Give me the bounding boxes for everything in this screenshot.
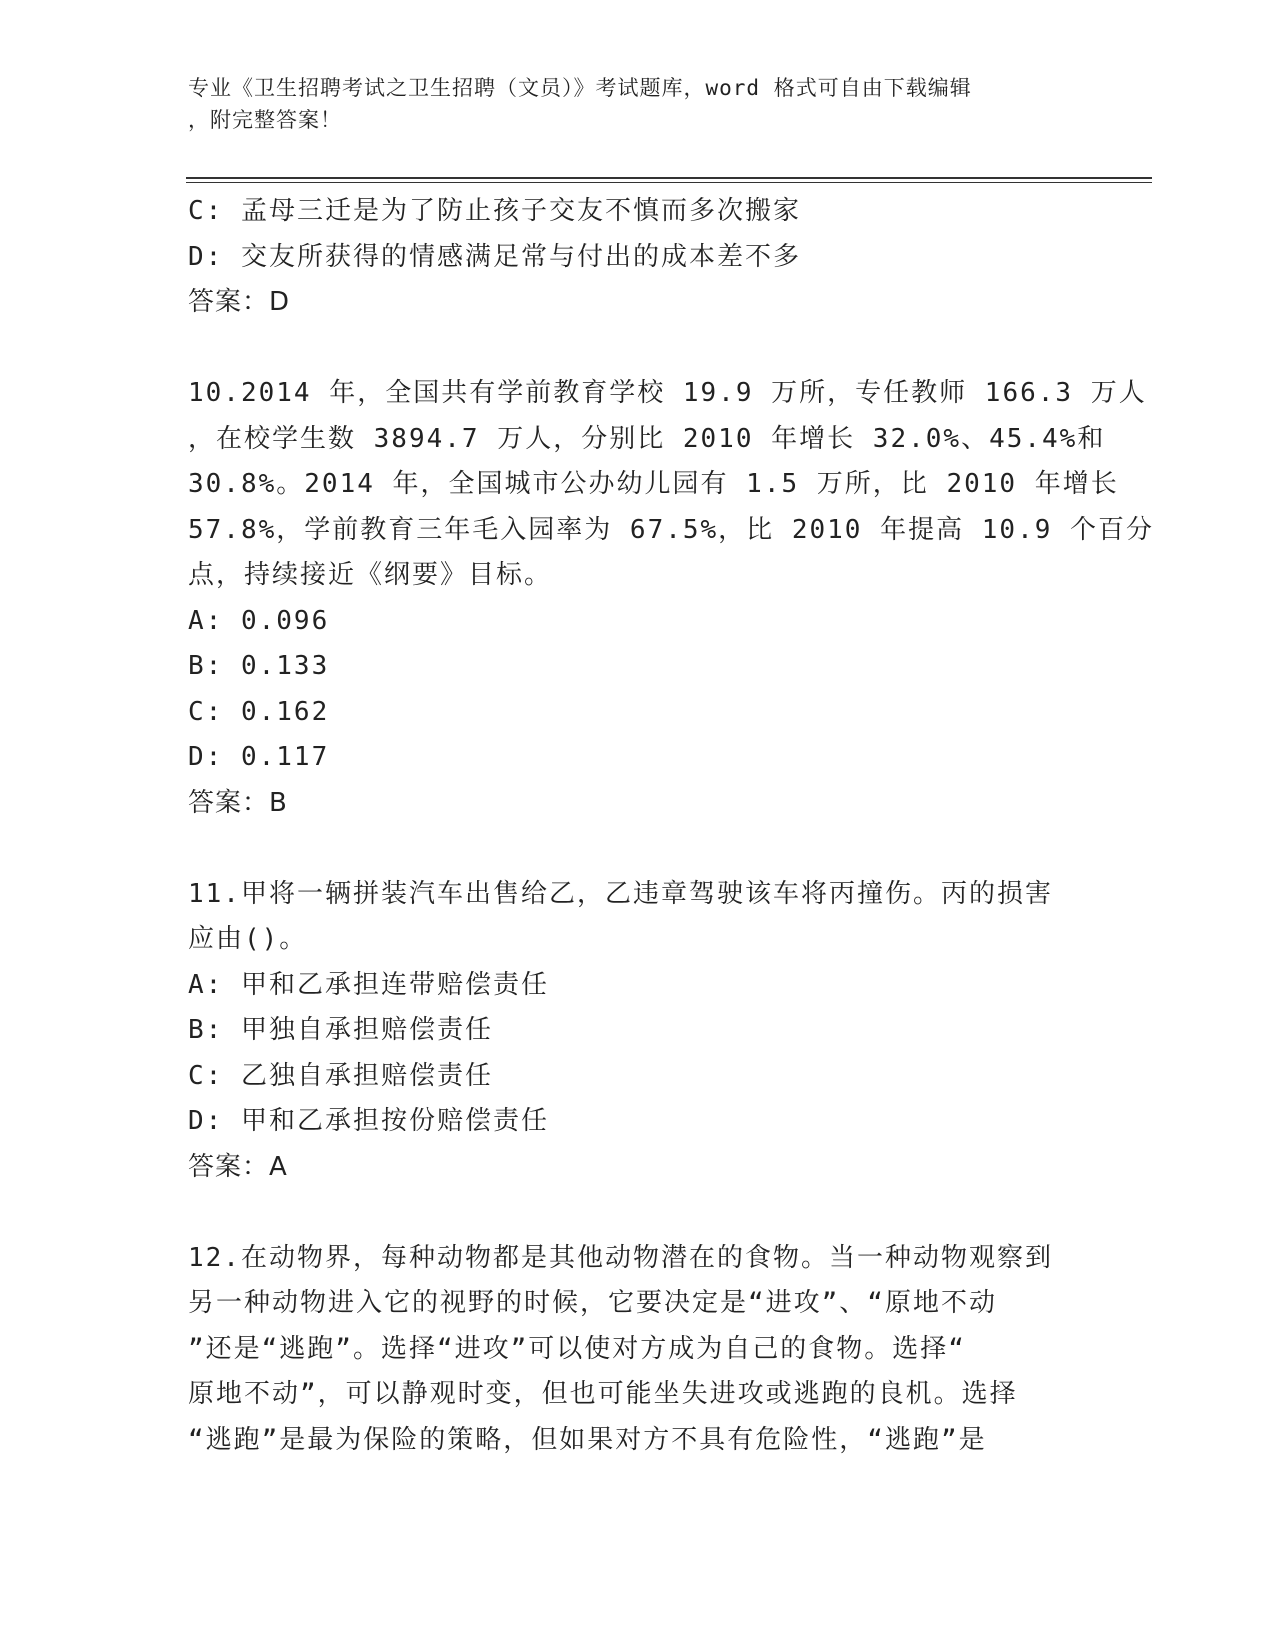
header-line-1: 专业《卫生招聘考试之卫生招聘（文员）》考试题库，word 格式可自由下载编辑 bbox=[188, 76, 972, 100]
q11-option-a: A: 甲和乙承担连带赔偿责任 bbox=[188, 969, 549, 1000]
header-rule-thin bbox=[186, 182, 1152, 183]
q12-line-5: “逃跑”是最为保险的策略，但如果对方不具有危险性，“逃跑”是 bbox=[188, 1424, 987, 1455]
q11-option-c: C: 乙独自承担赔偿责任 bbox=[188, 1060, 493, 1091]
q12-line-4: 原地不动”，可以静观时变，但也可能坐失进攻或逃跑的良机。选择 bbox=[188, 1379, 1018, 1409]
header-rule-thick bbox=[186, 177, 1152, 179]
q9-answer: 答案：D bbox=[188, 287, 291, 317]
q10-line-1: 10.2014 年，全国共有学前教育学校 19.9 万所，专任教师 166.3 万人 bbox=[188, 378, 1147, 408]
spacer bbox=[188, 826, 1088, 872]
q10-answer: 答案：B bbox=[188, 787, 288, 818]
q10-line-2: ，在校学生数 3894.7 万人，分别比 2010 年增长 32.0%、45.4%和 bbox=[188, 423, 1106, 454]
q11-option-d: D: 甲和乙承担按份赔偿责任 bbox=[188, 1106, 549, 1136]
header-line-2: ，附完整答案！ bbox=[188, 108, 342, 132]
q12-line-3: ”还是“逃跑”。选择“进攻”可以使对方成为自己的食物。选择“ bbox=[188, 1333, 966, 1364]
q10-option-b: B: 0.133 bbox=[188, 651, 330, 681]
q10-option-c: C: 0.162 bbox=[188, 696, 330, 727]
q10-option-d: D: 0.117 bbox=[188, 742, 330, 772]
spacer bbox=[188, 326, 1088, 372]
q12-line-1: 12.在动物界，每种动物都是其他动物潜在的食物。当一种动物观察到 bbox=[188, 1242, 1053, 1273]
spacer bbox=[188, 1190, 1088, 1236]
document-header bbox=[188, 72, 1068, 136]
q11-answer: 答案：A bbox=[188, 1151, 288, 1182]
document-body bbox=[188, 189, 1155, 1463]
q12-line-2: 另一种动物进入它的视野的时候，它要决定是“进攻”、“原地不动 bbox=[188, 1288, 997, 1318]
q11-line-2: 应由()。 bbox=[188, 924, 308, 954]
q10-line-4: 57.8%，学前教育三年毛入园率为 67.5%，比 2010 年提高 10.9 个百分 bbox=[188, 514, 1155, 545]
q11-option-b: B: 甲独自承担赔偿责任 bbox=[188, 1015, 493, 1045]
q10-line-3: 30.8%。2014 年，全国城市公办幼儿园有 1.5 万所，比 2010 年增长 bbox=[188, 469, 1119, 499]
q10-line-5: 点，持续接近《纲要》目标。 bbox=[188, 560, 553, 590]
q9-option-d: D: 交友所获得的情感满足常与付出的成本差不多 bbox=[188, 241, 801, 272]
q11-line-1: 11.甲将一辆拼装汽车出售给乙，乙违章驾驶该车将丙撞伤。丙的损害 bbox=[188, 878, 1053, 909]
q10-option-a: A: 0.096 bbox=[188, 605, 330, 636]
q9-option-c: C: 孟母三迁是为了防止孩子交友不慎而多次搬家 bbox=[188, 196, 801, 226]
